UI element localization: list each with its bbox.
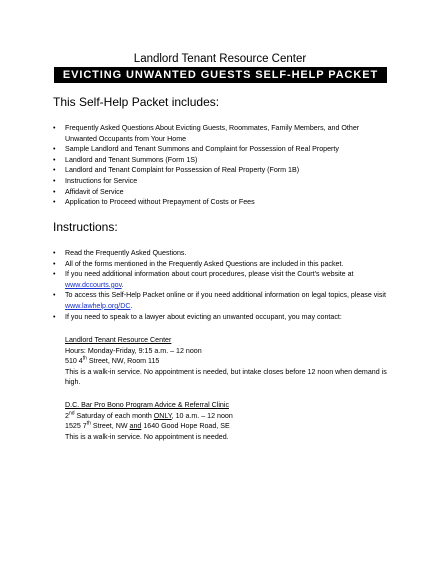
bullet-icon: • bbox=[53, 259, 56, 268]
bullet-icon: • bbox=[53, 176, 56, 185]
list-item: • Instructions for Service bbox=[53, 176, 138, 185]
bullet-icon: • bbox=[53, 124, 56, 132]
bullet-icon: • bbox=[53, 249, 56, 257]
list-item: • Landlord and Tenant Summons (Form 1S) bbox=[53, 155, 198, 164]
list-item: • Read the Frequently Asked Questions. bbox=[53, 249, 187, 257]
center-name: Landlord Tenant Resource Center bbox=[133, 53, 307, 65]
list-item: • Landlord and Tenant Complaint for Possession of Real Property (Form 1B) bbox=[53, 166, 300, 175]
list-item: • To access this Self-Help Packet online or if you need additional information on legal topics, please visit www.lawhelp.org/DC. bbox=[53, 291, 386, 310]
bullet-icon: • bbox=[53, 155, 56, 164]
list-item: • All of the forms mentioned in the Frequently Asked Questions are included in this packet. bbox=[53, 259, 344, 268]
includes-list bbox=[53, 123, 393, 208]
instructions-list bbox=[53, 248, 393, 322]
list-item: • Frequently Asked Questions About Evicting Guests, Roommates, Family Members, and Other Unwanted Occupants from Your Home bbox=[53, 124, 360, 143]
bullet-icon: • bbox=[53, 187, 56, 196]
list-item: • If you need to speak to a lawyer about evicting an unwanted occupant, you may contact: bbox=[53, 312, 342, 321]
bullet-icon: • bbox=[53, 166, 56, 175]
list-item: • Sample Landlord and Tenant Summons and Complaint for Possession of Real Property bbox=[53, 145, 339, 154]
contact-schedule: 2nd Saturday of each month ONLY, 10 a.m. – 12 noon bbox=[65, 410, 233, 420]
bullet-icon: • bbox=[53, 145, 56, 154]
contact-address: 1525 7th Street, NW and 1640 Good Hope Road, SE bbox=[65, 420, 230, 431]
contact-resource-center bbox=[65, 335, 395, 388]
contact-name: Landlord Tenant Resource Center bbox=[65, 336, 172, 344]
packet-title-banner: EVICTING UNWANTED GUESTS SELF-HELP PACKET bbox=[54, 67, 387, 83]
contact-address: 510 4th Street, NW, Room 115 bbox=[65, 355, 160, 366]
lawhelp-link[interactable]: www.lawhelp.org/DC bbox=[65, 301, 131, 310]
bullet-icon: • bbox=[53, 312, 56, 321]
contact-note: This is a walk-in service. No appointment is needed. bbox=[65, 432, 229, 441]
list-item: • Application to Proceed without Prepayment of Costs or Fees bbox=[53, 198, 255, 207]
contact-hours: Hours: Monday-Friday, 9:15 a.m. – 12 noon bbox=[65, 346, 202, 355]
list-item: • Affidavit of Service bbox=[53, 187, 124, 196]
bullet-icon: • bbox=[53, 198, 56, 207]
instructions-heading: Instructions: bbox=[53, 220, 118, 234]
bullet-icon: • bbox=[53, 291, 56, 300]
contact-note: This is a walk-in service. No appointment is needed, but intake closes before 12 noon when demand is high. bbox=[65, 367, 387, 387]
contact-name: D.C. Bar Pro Bono Program Advice & Referral Clinic bbox=[65, 401, 230, 409]
dccourts-link[interactable]: www.dccourts.gov bbox=[65, 280, 122, 289]
list-item: • If you need additional information about court procedures, please visit the Court’s website at www.dccourts.gov. bbox=[53, 270, 354, 289]
bullet-icon: • bbox=[53, 270, 56, 279]
contact-pro-bono-clinic bbox=[65, 400, 395, 442]
includes-heading: This Self-Help Packet includes: bbox=[53, 95, 220, 109]
